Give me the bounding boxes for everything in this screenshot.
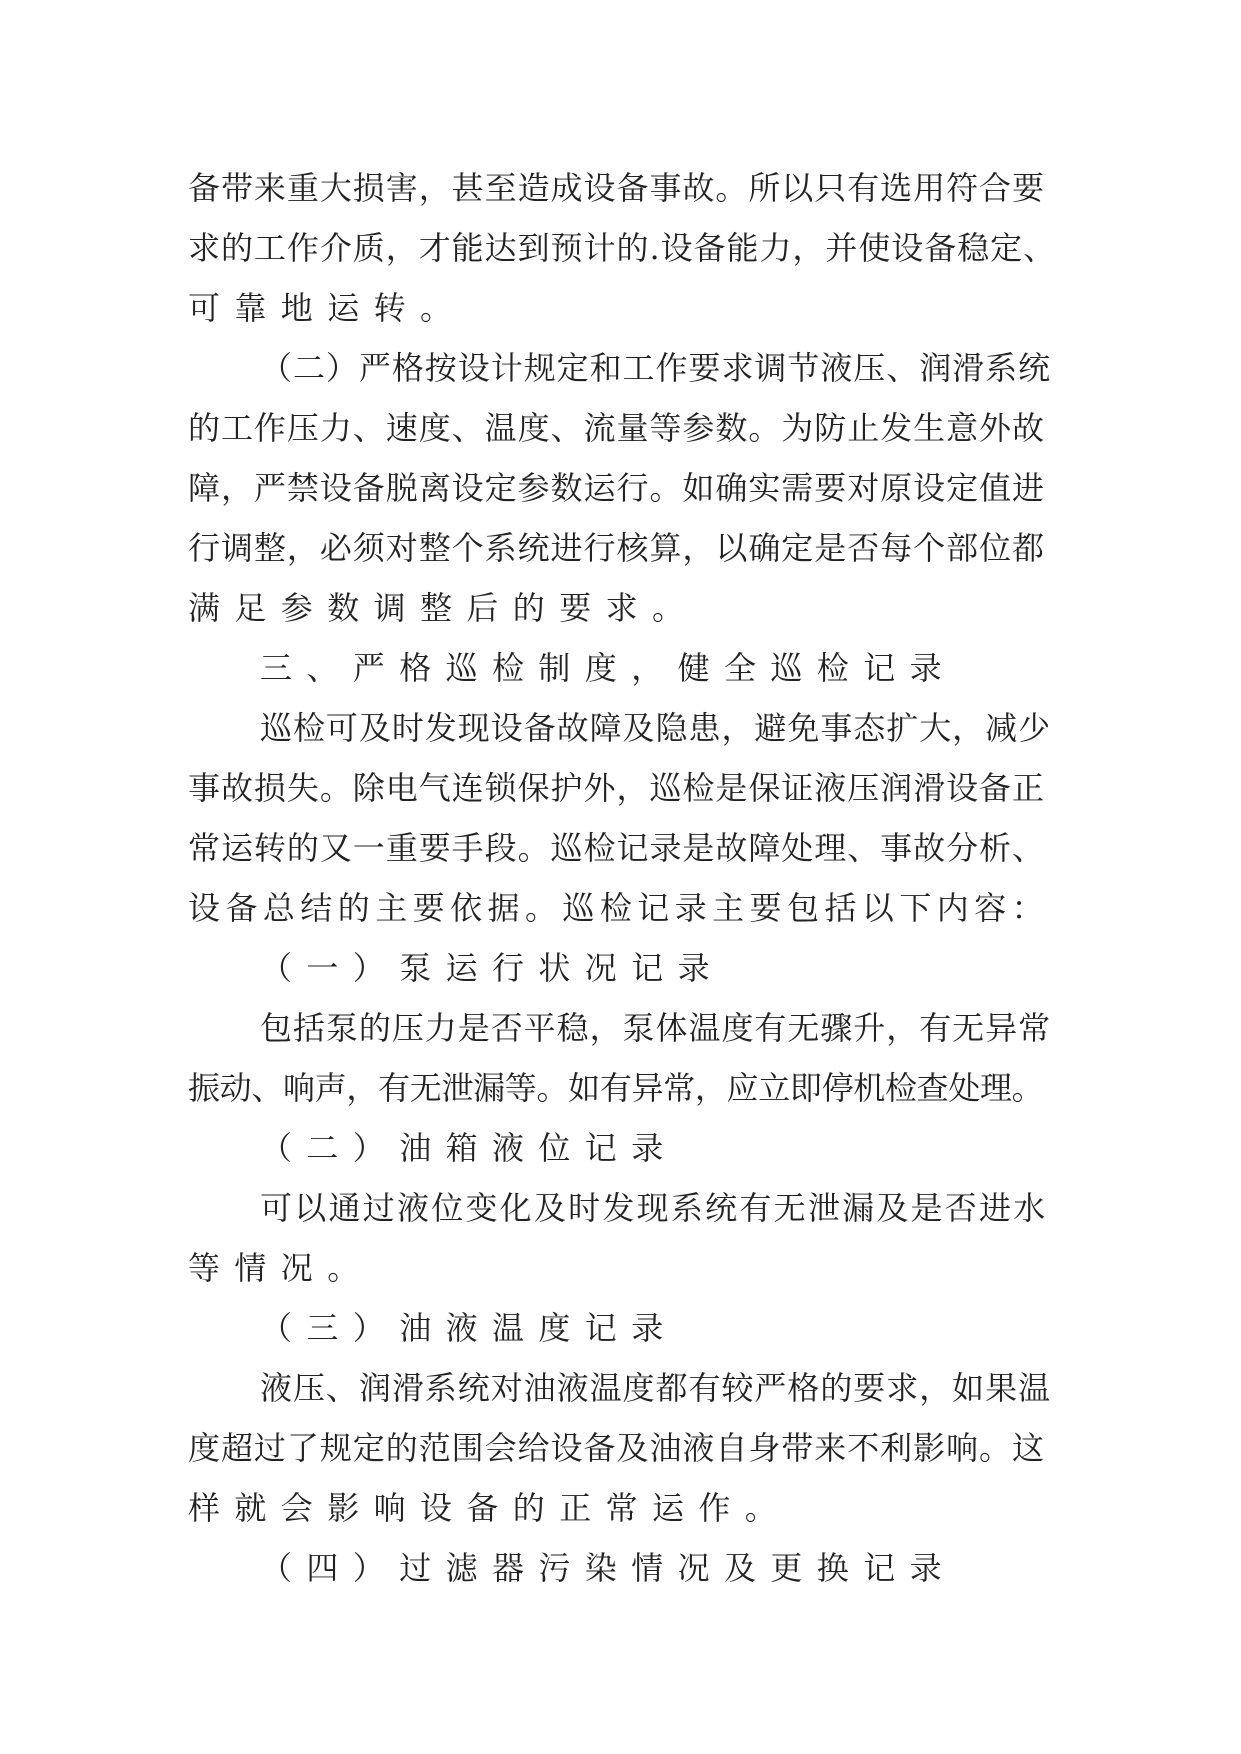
text-line: 可以通过液位变化及时发现系统有无泄漏及是否进水: [260, 1189, 1048, 1227]
text-line: 的工作压力、速度、温度、流量等参数。为防止发生意外故: [188, 409, 1045, 447]
text-line: （二）油箱液位记录: [260, 1129, 678, 1167]
text-line: 求的工作介质，才能达到预计的.设备能力，并使设备稳定、: [188, 229, 1057, 267]
text-line: 障，严禁设备脱离设定参数运行。如确实需要对原设定值进: [188, 469, 1045, 507]
text-line: 设备总结的主要依据。巡检记录主要包括以下内容：: [188, 889, 1050, 927]
text-line: 行调整，必须对整个系统进行核算，以确定是否每个部位都: [188, 529, 1045, 567]
text-line: 备带来重大损害，甚至造成设备事故。所以只有选用符合要: [188, 169, 1045, 207]
text-line: （四）过滤器污染情况及更换记录: [260, 1549, 957, 1587]
text-line: 事故损失。除电气连锁保护外，巡检是保证液压润滑设备正: [188, 769, 1045, 807]
text-line: 巡检可及时发现设备故障及隐患，避免事态扩大，减少: [260, 709, 1052, 747]
text-line: 液压、润滑系统对油液温度都有较严格的要求，如果温: [260, 1369, 1052, 1407]
text-line: （二）严格按设计规定和工作要求调节液压、润滑系统: [260, 349, 1052, 387]
text-line: 样就会影响设备的正常运作。: [188, 1489, 792, 1527]
text-line: 满足参数调整后的要求。: [188, 589, 699, 627]
document-body: [188, 158, 1058, 1598]
text-line: 常运转的又一重要手段。巡检记录是故障处理、事故分析、: [188, 829, 1045, 867]
text-line: 等情况。: [188, 1249, 374, 1287]
text-line: （三）油液温度记录: [260, 1309, 678, 1347]
text-line: （一）泵运行状况记录: [260, 949, 725, 987]
text-line: 振动、响声，有无泄漏等。如有异常，应立即停机检查处理。: [188, 1069, 1044, 1107]
text-line: 度超过了规定的范围会给设备及油液自身带来不利影响。这: [188, 1429, 1045, 1467]
text-line: 包括泵的压力是否平稳，泵体温度有无骤升，有无异常: [260, 1009, 1052, 1047]
text-line: 三、严格巡检制度，健全巡检记录: [260, 649, 957, 687]
text-line: 可靠地运转。: [188, 289, 467, 327]
